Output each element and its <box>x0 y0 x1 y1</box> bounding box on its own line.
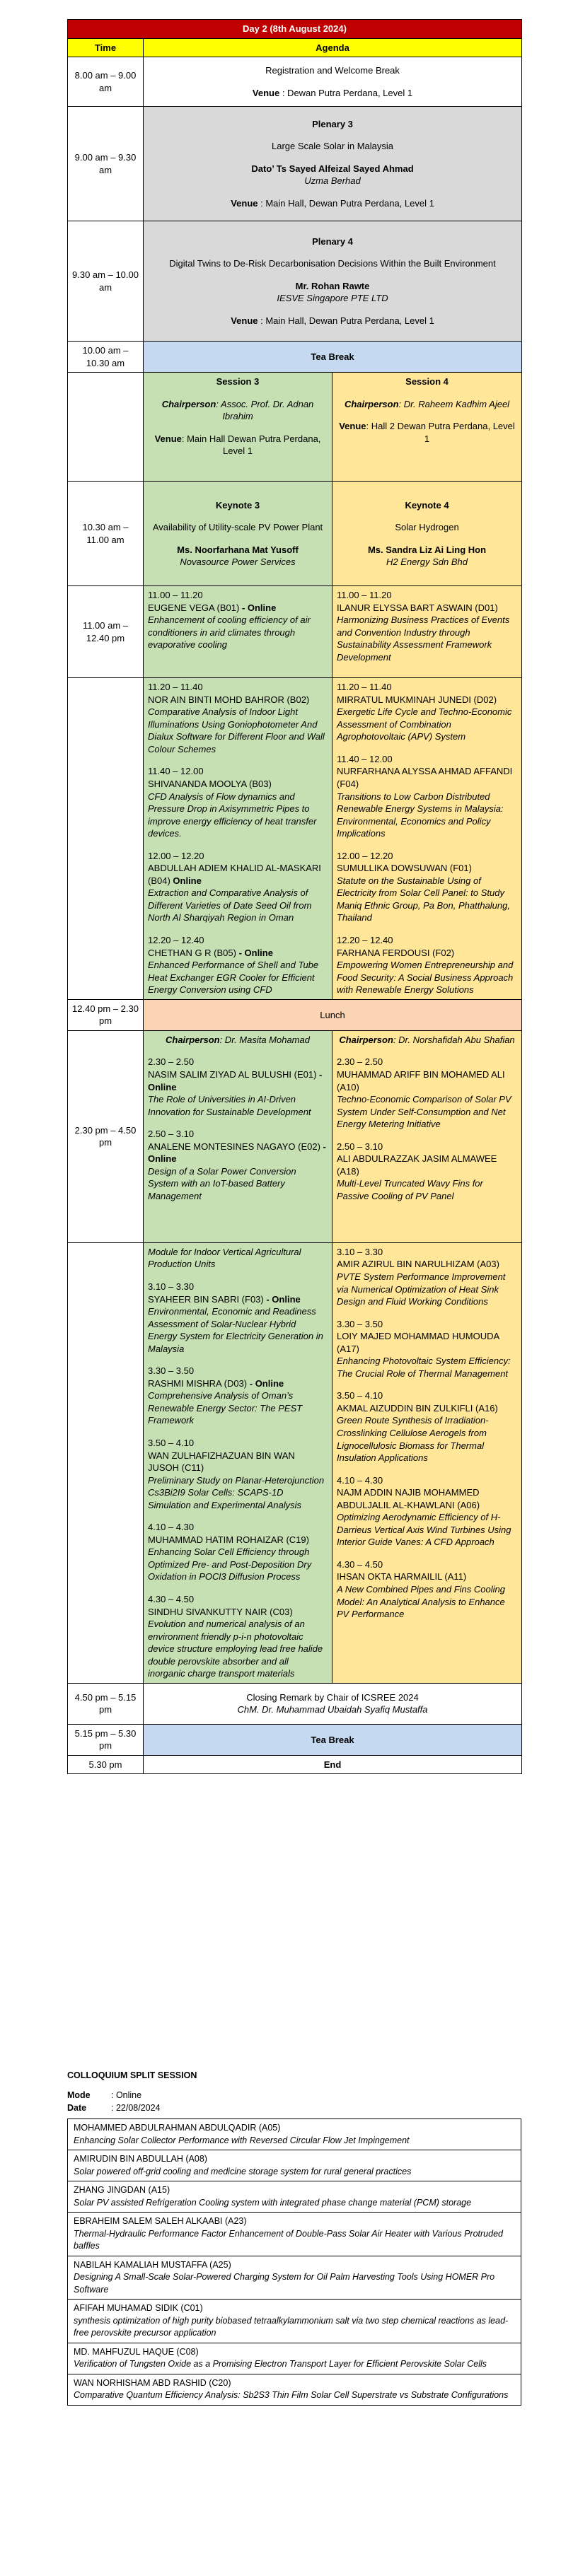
talk-item <box>148 1056 328 1118</box>
time-cell: 2.30 pm – 4.50 pm <box>68 1030 144 1242</box>
venue-label: Venue <box>252 87 280 98</box>
paper-title: Solar powered off-grid cooling and medicine storage system for rural general practices <box>74 2166 412 2176</box>
presentation-cell-right <box>332 1030 522 1242</box>
registration-title: Registration and Welcome Break <box>265 65 400 76</box>
slot-time: 11.20 – 11.40 <box>337 682 392 693</box>
paper-title: Comparative Analysis of Indoor Light Illuminations Using Goniophotometer And Dialux Software for Different Floor and Wall Colour Schemes <box>148 706 325 754</box>
session-4-cell <box>332 373 522 482</box>
talk-item <box>337 1474 517 1549</box>
paper-title: Green Route Synthesis of Irradiation-Crosslinking Cellulose Aerogels from Lignocellulosic Biomass for Thermal Insulation Applications <box>337 1415 489 1464</box>
presenter-name: AMIRUDIN BIN ABDULLAH (A08) <box>74 2154 207 2164</box>
plenary-speaker: Mr. Rohan Rawte <box>295 280 370 291</box>
slot-time: 11.40 – 12.00 <box>337 753 393 764</box>
presenter-name: MUHAMMAD ARIFF BIN MOHAMED ALI (A10) <box>337 1068 505 1092</box>
slot-time: 12.20 – 12.40 <box>337 935 393 946</box>
slot-time: 11.40 – 12.00 <box>148 766 204 777</box>
tea-break-row <box>68 342 522 373</box>
paper-title: PVTE System Performance Improvement via Numerical Optimization of Heat Sink Design and Fluid Working Conditions <box>337 1271 506 1307</box>
talk-item <box>148 1521 328 1583</box>
slot-time: 2.50 – 3.10 <box>148 1129 195 1140</box>
chair-name: : Dr. Masita Mohamad <box>219 1034 310 1045</box>
talk-item <box>148 681 328 755</box>
presenter-name: IHSAN OKTA HARMAILIL (A11) <box>337 1571 467 1583</box>
slot-time: 4.10 – 4.30 <box>337 1474 383 1486</box>
col-time-header: Time <box>68 38 144 57</box>
keynote-row <box>68 482 522 586</box>
keynote-heading: Keynote 4 <box>405 499 449 511</box>
talk-item <box>148 934 328 996</box>
slot-time: 3.30 – 3.50 <box>148 1365 195 1377</box>
paper-title: Preliminary Study on Planar-Heterojunction Cs3Bi2I9 Solar Cells: SCAPS-1D Simulation and Experimental Analysis <box>148 1474 325 1510</box>
presentation-row <box>68 1242 522 1683</box>
presentation-row <box>68 1030 522 1242</box>
mode-value: : Online <box>111 2090 142 2100</box>
slot-time: 3.10 – 3.30 <box>337 1246 383 1257</box>
talk-item <box>148 1128 328 1202</box>
plenary-4-cell <box>144 221 522 342</box>
presenter-name: NURFARHANA ALYSSA AHMAD AFFANDI (F04) <box>337 766 513 790</box>
session-heading: Session 4 <box>405 376 449 387</box>
presenter-name: SYAHEER BIN SABRI (F03) <box>148 1293 264 1305</box>
plenary-3-cell <box>144 107 522 221</box>
presenter-name: EBRAHEIM SALEM SALEH ALKAABI (A23) <box>74 2216 247 2227</box>
talk-item <box>148 850 328 924</box>
presenter-name: EUGENE VEGA (B01) <box>148 602 240 613</box>
keynote-4-cell <box>332 482 522 586</box>
chair-label: Chairperson <box>161 398 216 409</box>
presenter-name: ILANUR ELYSSA BART ASWAIN (D01) <box>337 602 498 613</box>
paper-title: CFD Analysis of Flow dynamics and Pressure Drop in Axisymmetric Pipes to improve energy efficiency of heat transfer devices. <box>148 791 317 839</box>
presenter-name: LOIY MAJED MOHAMMAD HUMOUDA (A17) <box>337 1331 499 1354</box>
slot-time: 3.50 – 4.10 <box>337 1390 383 1401</box>
talk-item <box>337 1389 517 1464</box>
tea-break-row <box>68 1724 522 1755</box>
time-cell: 5.30 pm <box>68 1755 144 1774</box>
end-row <box>68 1755 522 1774</box>
paper-title: The Role of Universities in AI-Driven Innovation for Sustainable Development <box>148 1094 311 1117</box>
session-3-cell <box>144 373 332 482</box>
date-label: Date <box>67 2103 87 2114</box>
talk-item <box>337 850 517 924</box>
paper-title: Solar PV assisted Refrigeration Cooling system with integrated phase change material (PCM) storage <box>74 2197 472 2208</box>
presenter-name: NOR AIN BINTI MOHD BAHROR (B02) <box>148 694 310 705</box>
plenary-4-row <box>68 221 522 342</box>
schedule-table <box>67 19 522 1774</box>
colloquium-row <box>68 2119 521 2150</box>
slot-time: 4.30 – 4.50 <box>337 1558 383 1570</box>
time-cell: 11.00 am – 12.40 pm <box>68 586 144 678</box>
slot-time: 11.20 – 11.40 <box>148 682 203 693</box>
paper-title: Design of a Solar Power Conversion System with an IoT-based Battery Management <box>148 1165 296 1201</box>
plenary-3-row <box>68 107 522 221</box>
time-cell-empty <box>68 1242 144 1683</box>
colloquium-row <box>68 2343 521 2374</box>
keynote-heading: Keynote 3 <box>215 499 260 511</box>
sessions-row <box>68 373 522 482</box>
session-heading: Session 3 <box>216 376 260 387</box>
plenary-heading: Plenary 3 <box>312 118 353 129</box>
date-value: : 22/08/2024 <box>111 2103 161 2114</box>
chair-label: Chairperson <box>166 1034 220 1045</box>
presentation-list-left <box>144 678 332 1000</box>
closing-row <box>68 1683 522 1724</box>
lunch-row <box>68 999 522 1030</box>
online-tag: - Online <box>239 602 277 613</box>
talk-item <box>148 1593 328 1680</box>
talk-item <box>337 1056 517 1130</box>
colloquium-row <box>68 2300 521 2343</box>
presentation-list-right <box>332 1242 522 1683</box>
paper-title: Thermal-Hydraulic Performance Factor Enhancement of Double-Pass Solar Air Heater with Various Protruded baffles <box>74 2228 503 2251</box>
online-tag: - Online <box>148 1141 326 1165</box>
keynote-3-cell <box>144 482 332 586</box>
slot-time: 2.30 – 2.50 <box>148 1056 195 1068</box>
online-tag: - Online <box>148 1068 323 1092</box>
presenter-name: ZHANG JINGDAN (A15) <box>74 2185 170 2196</box>
colloquium-row <box>68 2374 521 2405</box>
paper-title: Enhanced Performance of Shell and Tube Heat Exchanger EGR Cooler for Efficient Energy Conversion using CFD <box>148 960 319 996</box>
presenter-name: MOHAMMED ABDULRAHMAN ABDULQADIR (A05) <box>74 2123 281 2133</box>
chair-name: : Dr. Norshafidah Abu Shafian <box>393 1034 515 1045</box>
keynote-title: Availability of Utility-scale PV Power Plant <box>152 522 323 533</box>
presentation-row <box>68 678 522 1000</box>
online-tag: - Online <box>263 1293 301 1305</box>
time-cell-empty <box>68 678 144 1000</box>
slot-time: 4.30 – 4.50 <box>148 1593 195 1604</box>
colloquium-section <box>67 2070 521 2406</box>
slot-time: 3.50 – 4.10 <box>148 1437 195 1448</box>
venue-text: : Main Hall Dewan Putra Perdana, Level 1 <box>181 433 321 457</box>
keynote-title: Solar Hydrogen <box>395 522 459 533</box>
talk-item <box>337 1141 517 1203</box>
slot-time: 4.10 – 4.30 <box>148 1522 195 1533</box>
paper-title: Statute on the Sustainable Using of Electricity from Solar Cell Panel: to Study Maniq Ethnic Group, Pa Bon, Phatthalung, Thailand <box>337 875 510 923</box>
slot-time: 12.00 – 12.20 <box>148 850 204 861</box>
online-tag: - Online <box>236 947 273 958</box>
plenary-heading: Plenary 4 <box>312 235 353 247</box>
talk-item <box>337 1558 517 1621</box>
presentation-cell-right <box>332 586 522 678</box>
header-row <box>68 38 522 57</box>
talk-item <box>337 1246 517 1308</box>
plenary-org: Uzma Berhad <box>304 175 361 187</box>
talk-item <box>148 1437 328 1511</box>
presenter-name: WAN ZULHAFIZHAZUAN BIN WAN JUSOH (C11) <box>148 1450 295 1474</box>
presenter-name: NASIM SALIM ZIYAD AL BULUSHI (E01) <box>148 1068 317 1080</box>
paper-title: Comprehensive Analysis of Oman’s Renewable Energy Sector: The PEST Framework <box>148 1390 303 1426</box>
keynote-speaker: Ms. Noorfarhana Mat Yusoff <box>177 544 299 555</box>
presenter-name: RASHMI MISHRA (D03) <box>148 1377 248 1389</box>
paper-title: Optimizing Aerodynamic Efficiency of H-Darrieus Vertical Axis Wind Turbines Using Interior Guide Vanes: A CFD Approach <box>337 1512 511 1548</box>
presentation-list-right <box>332 678 522 1000</box>
tea-break-label: Tea Break <box>144 1724 522 1755</box>
plenary-title: Digital Twins to De-Risk Decarbonisation Decisions Within the Built Environment <box>169 258 496 269</box>
presentation-cell-left <box>144 586 332 678</box>
time-cell: 10.30 am – 11.00 am <box>68 482 144 586</box>
colloquium-heading: COLLOQUIUM SPLIT SESSION <box>67 2070 197 2080</box>
registration-row <box>68 57 522 107</box>
slot-time: 2.30 – 2.50 <box>337 1056 383 1068</box>
chair-name: : Assoc. Prof. Dr. Adnan Ibrahim <box>216 398 314 422</box>
colloquium-row <box>68 2256 521 2300</box>
chair-label: Chairperson <box>339 1034 393 1045</box>
paper-title: A New Combined Pipes and Fins Cooling Model: An Analytical Analysis to Enhance PV Performance <box>337 1583 505 1620</box>
talk-item <box>337 1318 517 1380</box>
keynote-speaker: Ms. Sandra Liz Ai Ling Hon <box>367 544 487 555</box>
presenter-name: AKMAL AIZUDDIN BIN ZULKIFLI (A16) <box>337 1402 498 1414</box>
paper-title: Comparative Quantum Efficiency Analysis: Sb2S3 Thin Film Solar Cell Superstrate vs Substrate Configurations <box>74 2390 509 2401</box>
presenter-name: MUHAMMAD HATIM ROHAIZAR (C19) <box>148 1534 309 1545</box>
presentation-list-left <box>144 1242 332 1683</box>
online-tag: - Online <box>247 1377 284 1389</box>
slot-time: 12.20 – 12.40 <box>148 935 204 946</box>
presentation-row <box>68 586 522 678</box>
venue-text: : Hall 2 Dewan Putra Perdana, Level 1 <box>366 421 515 444</box>
presenter-name: AFIFAH MUHAMAD SIDIK (C01) <box>74 2303 203 2314</box>
paper-title: synthesis optimization of high purity biobased tetraalkylammonium salt via two step chemical reactions as lead-free perovskite precursor application <box>74 2315 509 2338</box>
presenter-name: SINDHU SIVANKUTTY NAIR (C03) <box>148 1606 293 1617</box>
day-title: Day 2 (8th August 2024) <box>68 20 522 39</box>
slot-time: 11.00 – 11.20 <box>148 590 203 601</box>
paper-title: Empowering Women Entrepreneurship and Food Security: A Social Business Approach with Renewable Energy Solutions <box>337 960 514 996</box>
schedule-table-wrapper <box>67 19 521 1774</box>
colloquium-row <box>68 2213 521 2256</box>
slot-time: 3.10 – 3.30 <box>148 1281 195 1292</box>
registration-cell <box>144 57 522 107</box>
talk-item <box>148 1281 328 1355</box>
talk-item <box>148 1365 328 1427</box>
closing-title: Closing Remark by Chair of ICSREE 2024 <box>246 1691 419 1703</box>
presenter-name: ALI ABDULRAZZAK JASIM ALMAWEE (A18) <box>337 1153 497 1177</box>
lunch-label: Lunch <box>144 999 522 1030</box>
venue-text: : Dewan Putra Perdana, Level 1 <box>282 87 413 98</box>
presenter-name: NAJM ADDIN NAJIB MOHAMMED ABDULJALIL AL-KHAWLANI (A06) <box>337 1487 480 1510</box>
paper-title-continued: Module for Indoor Vertical Agricultural Production Units <box>148 1246 301 1270</box>
paper-title: Enhancing Photovoltaic System Efficiency: The Crucial Role of Thermal Management <box>337 1356 511 1379</box>
colloquium-row <box>68 2150 521 2181</box>
time-cell: 10.00 am – 10.30 am <box>68 342 144 373</box>
talk-item <box>337 681 517 743</box>
presenter-name: SUMULLIKA DOWSUWAN (F01) <box>337 863 472 874</box>
paper-title: Transitions to Low Carbon Distributed Renewable Energy Systems in Malaysia: Environmental, Economics and Policy Implications <box>337 791 504 839</box>
time-cell: 12.40 pm – 2.30 pm <box>68 999 144 1030</box>
paper-title: Harmonizing Business Practices of Events and Convention Industry through Sustainability Assessment Framework Development <box>337 614 510 663</box>
keynote-org: Novasource Power Services <box>180 556 296 568</box>
chair-name: : Dr. Raheem Kadhim Ajeel <box>398 398 510 409</box>
day-title-row <box>68 20 522 39</box>
closing-cell <box>144 1683 522 1724</box>
time-cell: 9.30 am – 10.00 am <box>68 221 144 342</box>
end-label: End <box>144 1755 522 1774</box>
presenter-name: ANALENE MONTESINES NAGAYO (E02) <box>148 1141 320 1152</box>
chair-label: Chairperson <box>344 398 399 409</box>
plenary-title: Large Scale Solar in Malaysia <box>272 141 393 152</box>
paper-title: Environmental, Economic and Readiness Assessment of Solar-Nuclear Hybrid Energy System for Electricity Generation in Malaysia <box>148 1306 323 1354</box>
col-agenda-header: Agenda <box>144 38 522 57</box>
tea-break-label: Tea Break <box>144 342 522 373</box>
plenary-speaker: Dato’ Ts Sayed Alfeizal Sayed Ahmad <box>251 163 414 174</box>
paper-title: Enhancing Solar Collector Performance with Reversed Circular Flow Jet Impingement <box>74 2135 410 2145</box>
mode-label: Mode <box>67 2090 91 2100</box>
presenter-name: AMIR AZIRUL BIN NARULHIZAM (A03) <box>337 1259 499 1270</box>
colloquium-row <box>68 2181 521 2213</box>
paper-title: Multi-Level Truncated Wavy Fins for Passive Cooling of PV Panel <box>337 1178 483 1201</box>
slot-time: 3.30 – 3.50 <box>337 1318 383 1329</box>
presenter-name: FARHANA FERDOUSI (F02) <box>337 947 455 958</box>
time-cell: 9.00 am – 9.30 am <box>68 107 144 221</box>
presenter-name: MD. MAHFUZUL HAQUE (C08) <box>74 2346 199 2357</box>
time-cell: 8.00 am – 9.00 am <box>68 57 144 107</box>
presenter-name: SHIVANANDA MOOLYA (B03) <box>148 779 272 790</box>
paper-title: Extraction and Comparative Analysis of Different Varieties of Date Seed Oil from North Al Sharqiyah Region in Oman <box>148 887 312 923</box>
talk-item <box>337 934 517 996</box>
presenter-name: CHETHAN G R (B05) <box>148 947 236 958</box>
paper-title: Designing A Small-Scale Solar-Powered Charging System for Oil Palm Harvesting Tools Using HOMER Pro Software <box>74 2272 495 2295</box>
colloquium-meta <box>67 2089 521 2114</box>
talk-item <box>148 765 328 839</box>
venue-label: Venue <box>231 197 258 209</box>
paper-title: Verification of Tungsten Oxide as a Promising Electron Transport Layer for Efficient Perovskite Solar Cells <box>74 2359 487 2370</box>
time-cell: 5.15 pm – 5.30 pm <box>68 1724 144 1755</box>
paper-title: Exergetic Life Cycle and Techno-Economic Assessment of Combination Agrophotovoltaic (APV) System <box>337 706 512 742</box>
venue-text: : Main Hall, Dewan Putra Perdana, Level 1 <box>260 315 434 326</box>
closing-name: ChM. Dr. Muhammad Ubaidah Syafiq Mustaffa <box>237 1704 428 1715</box>
keynote-org: H2 Energy Sdn Bhd <box>386 556 468 568</box>
time-cell-empty <box>68 373 144 482</box>
presenter-name: WAN NORHISHAM ABD RASHID (C20) <box>74 2377 231 2388</box>
venue-label: Venue <box>231 315 258 326</box>
slot-time: 11.00 – 11.20 <box>337 590 392 601</box>
presenter-name: ABDULLAH ADIEM KHALID AL-MASKARI (B04) <box>148 863 321 886</box>
plenary-org: IESVE Singapore PTE LTD <box>277 293 388 304</box>
slot-time: 12.00 – 12.20 <box>337 850 393 861</box>
presenter-name: MIRRATUL MUKMINAH JUNEDI (D02) <box>337 694 497 705</box>
paper-title: Evolution and numerical analysis of an environment friendly p-i-n photovoltaic device structure employing lead free halide double perovskite absorber and all inorganic charge transport materials <box>148 1619 323 1679</box>
venue-label: Venue <box>339 421 366 432</box>
colloquium-table <box>67 2119 521 2406</box>
venue-text: : Main Hall, Dewan Putra Perdana, Level 1 <box>260 197 434 209</box>
venue-label: Venue <box>154 433 182 444</box>
time-cell: 4.50 pm – 5.15 pm <box>68 1683 144 1724</box>
paper-title: Enhancing Solar Cell Efficiency through Optimized Pre- and Post-Deposition Dry Oxidation in POCl3 Diffusion Process <box>148 1546 312 1583</box>
paper-title: Enhancement of cooling efficiency of air conditioners in arid climates through evaporative cooling <box>148 614 311 651</box>
presentation-cell-left <box>144 1030 332 1242</box>
slot-time: 2.50 – 3.10 <box>337 1141 383 1152</box>
online-tag: Online <box>170 875 202 886</box>
presenter-name: NABILAH KAMALIAH MUSTAFFA (A25) <box>74 2259 231 2270</box>
talk-item <box>337 753 517 840</box>
paper-title: Techno-Economic Comparison of Solar PV System Under Self-Consumption and Net Energy Metering Initiative <box>337 1094 511 1130</box>
